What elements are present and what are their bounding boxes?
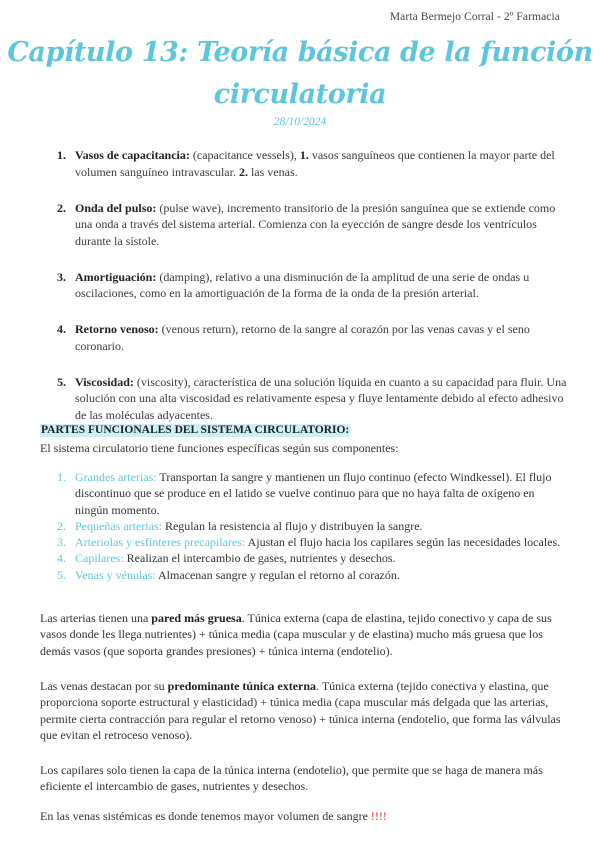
function-term: Grandes arterias:: [75, 470, 157, 484]
paragraph-arterias: [40, 610, 564, 659]
function-term: Arteriolas y esfínteres precapilares:: [75, 535, 246, 550]
definition-item: [57, 374, 567, 424]
emphasis-marks: !!!!: [370, 809, 387, 823]
paragraph-venas-sistemicas: [40, 808, 564, 824]
section-heading: PARTES FUNCIONALES DEL SISTEMA CIRCULATORIO:: [41, 424, 350, 436]
definition-term: Onda del pulso:: [75, 200, 157, 215]
item-number: 2.: [57, 200, 66, 215]
function-text: Realizan el intercambio de gases, nutrientes y desechos.: [123, 551, 396, 566]
function-text: Regulan la resistencia al flujo y distribuyen la sangre.: [161, 518, 423, 533]
date: 28/10/2024: [273, 116, 327, 128]
definition-term: Amortiguación:: [75, 269, 157, 284]
function-item: [57, 518, 567, 534]
function-term: Venas y vénulas:: [75, 567, 156, 582]
item-number: 3.: [57, 269, 66, 284]
paragraph-text: Las venas destacan por su: [40, 679, 168, 693]
definition-term: Viscosidad:: [75, 374, 134, 389]
definition-item: [57, 321, 567, 354]
function-text: Transportan la sangre y mantienen un flujo continuo (efecto Windkessel). El flujo discontinuo que se produce en el latido se vuelve continuo para que no haya falta de oxígeno en ningún momento.: [75, 470, 552, 517]
item-number: 4.: [57, 322, 66, 336]
title-line-1: Capítulo 13: Teoría básica de la función: [7, 37, 593, 68]
definition-text: (damping), relativo a una disminución de la amplitud de una serie de ondas u oscilaciones, como en la amortiguación de la forma de la onda de la presión arterial.: [75, 269, 530, 300]
function-term: Capilares:: [75, 551, 124, 566]
definition-item: [57, 269, 567, 302]
function-item: [57, 534, 567, 550]
definition-text: vasos sanguíneos que contienen la mayor parte del volumen sanguíneo intravascular.: [75, 148, 555, 179]
definition-text: las venas.: [247, 164, 298, 179]
sub-number: 2.: [238, 164, 248, 179]
function-text: Ajustan el flujo hacia los capilares según las necesidades locales.: [245, 535, 561, 550]
sub-number: 1.: [299, 148, 309, 162]
definition-text: (pulse wave), incremento transitorio de la presión sanguínea que se extiende como una onda a través del sistema arterial. Comienza con la eyección de sangre desde los ventrículos durante la sístole.: [75, 200, 556, 248]
definition-text: (venous return), retorno de la sangre al corazón por las venas cavas y el seno coronario.: [75, 322, 530, 353]
definition-term: Vasos de capacitancia:: [75, 148, 190, 162]
function-term: Pequeñas arterias:: [75, 518, 162, 533]
author-header: Marta Bermejo Corral - 2º Farmacia: [389, 11, 560, 23]
paragraph-venas: [40, 678, 564, 744]
function-item: [57, 567, 567, 583]
definition-text: (capacitance vessels),: [189, 148, 300, 162]
function-text: Almacenan sangre y regulan el retorno al corazón.: [155, 567, 400, 582]
item-number: 4.: [57, 551, 66, 566]
section-intro: El sistema circulatorio tiene funciones específicas según sus componentes:: [40, 441, 399, 455]
title-line-2: circulatoria: [213, 79, 387, 110]
item-number: 1.: [57, 470, 66, 484]
function-item: [57, 550, 567, 566]
bold-phrase: pared más gruesa: [151, 611, 242, 625]
functions-list: [57, 469, 567, 583]
paragraph-text: . Túnica externa (tejido conectiva y elastina, que proporciona soporte estructural y elasticidad) + túnica media (capa muscular más delgada que las arterias, permite cierta contracción para regular el retorno venoso) + túnica interna (endotelio, que forma las válvulas que evitan el retroceso venoso).: [40, 679, 561, 743]
function-item: [57, 469, 567, 518]
definition-item: [57, 147, 567, 180]
item-number: 5.: [57, 374, 66, 389]
item-number: 2.: [57, 518, 66, 533]
paragraph-text: Las arterias tienen una: [40, 611, 152, 625]
definitions-list: [57, 147, 567, 443]
item-number: 1.: [57, 148, 66, 162]
paragraph-text: En las venas sistémicas es donde tenemos mayor volumen de sangre: [40, 809, 371, 823]
item-number: 3.: [57, 535, 66, 550]
item-number: 5.: [57, 567, 66, 582]
definition-term: Retorno venoso:: [75, 322, 159, 336]
bold-phrase: predominante túnica externa: [167, 679, 317, 693]
paragraph-capilares: Los capilares solo tienen la capa de la túnica interna (endotelio), que permite que se haga de manera más eficiente el intercambio de gases, nutrientes y desechos.: [40, 763, 543, 794]
paragraph-text: . Túnica externa (capa de elastina, tejido conectivo y capa de sus vasos donde les llega nutrientes) + túnica media (capa muscular y de elastina) mucho más gruesa que los demás vasos (que soporta grandes presiones) + túnica interna (endotelio).: [40, 611, 552, 658]
page-title: [0, 32, 600, 116]
definition-item: [57, 200, 567, 250]
definition-text: (viscosity), característica de una solución líquida en cuanto a su capacidad para fluir. Una solución con una alta viscosidad es relativamente espesa y fluye lentamente debido al efecto adhesivo de las moléculas adyacentes.: [75, 374, 567, 422]
